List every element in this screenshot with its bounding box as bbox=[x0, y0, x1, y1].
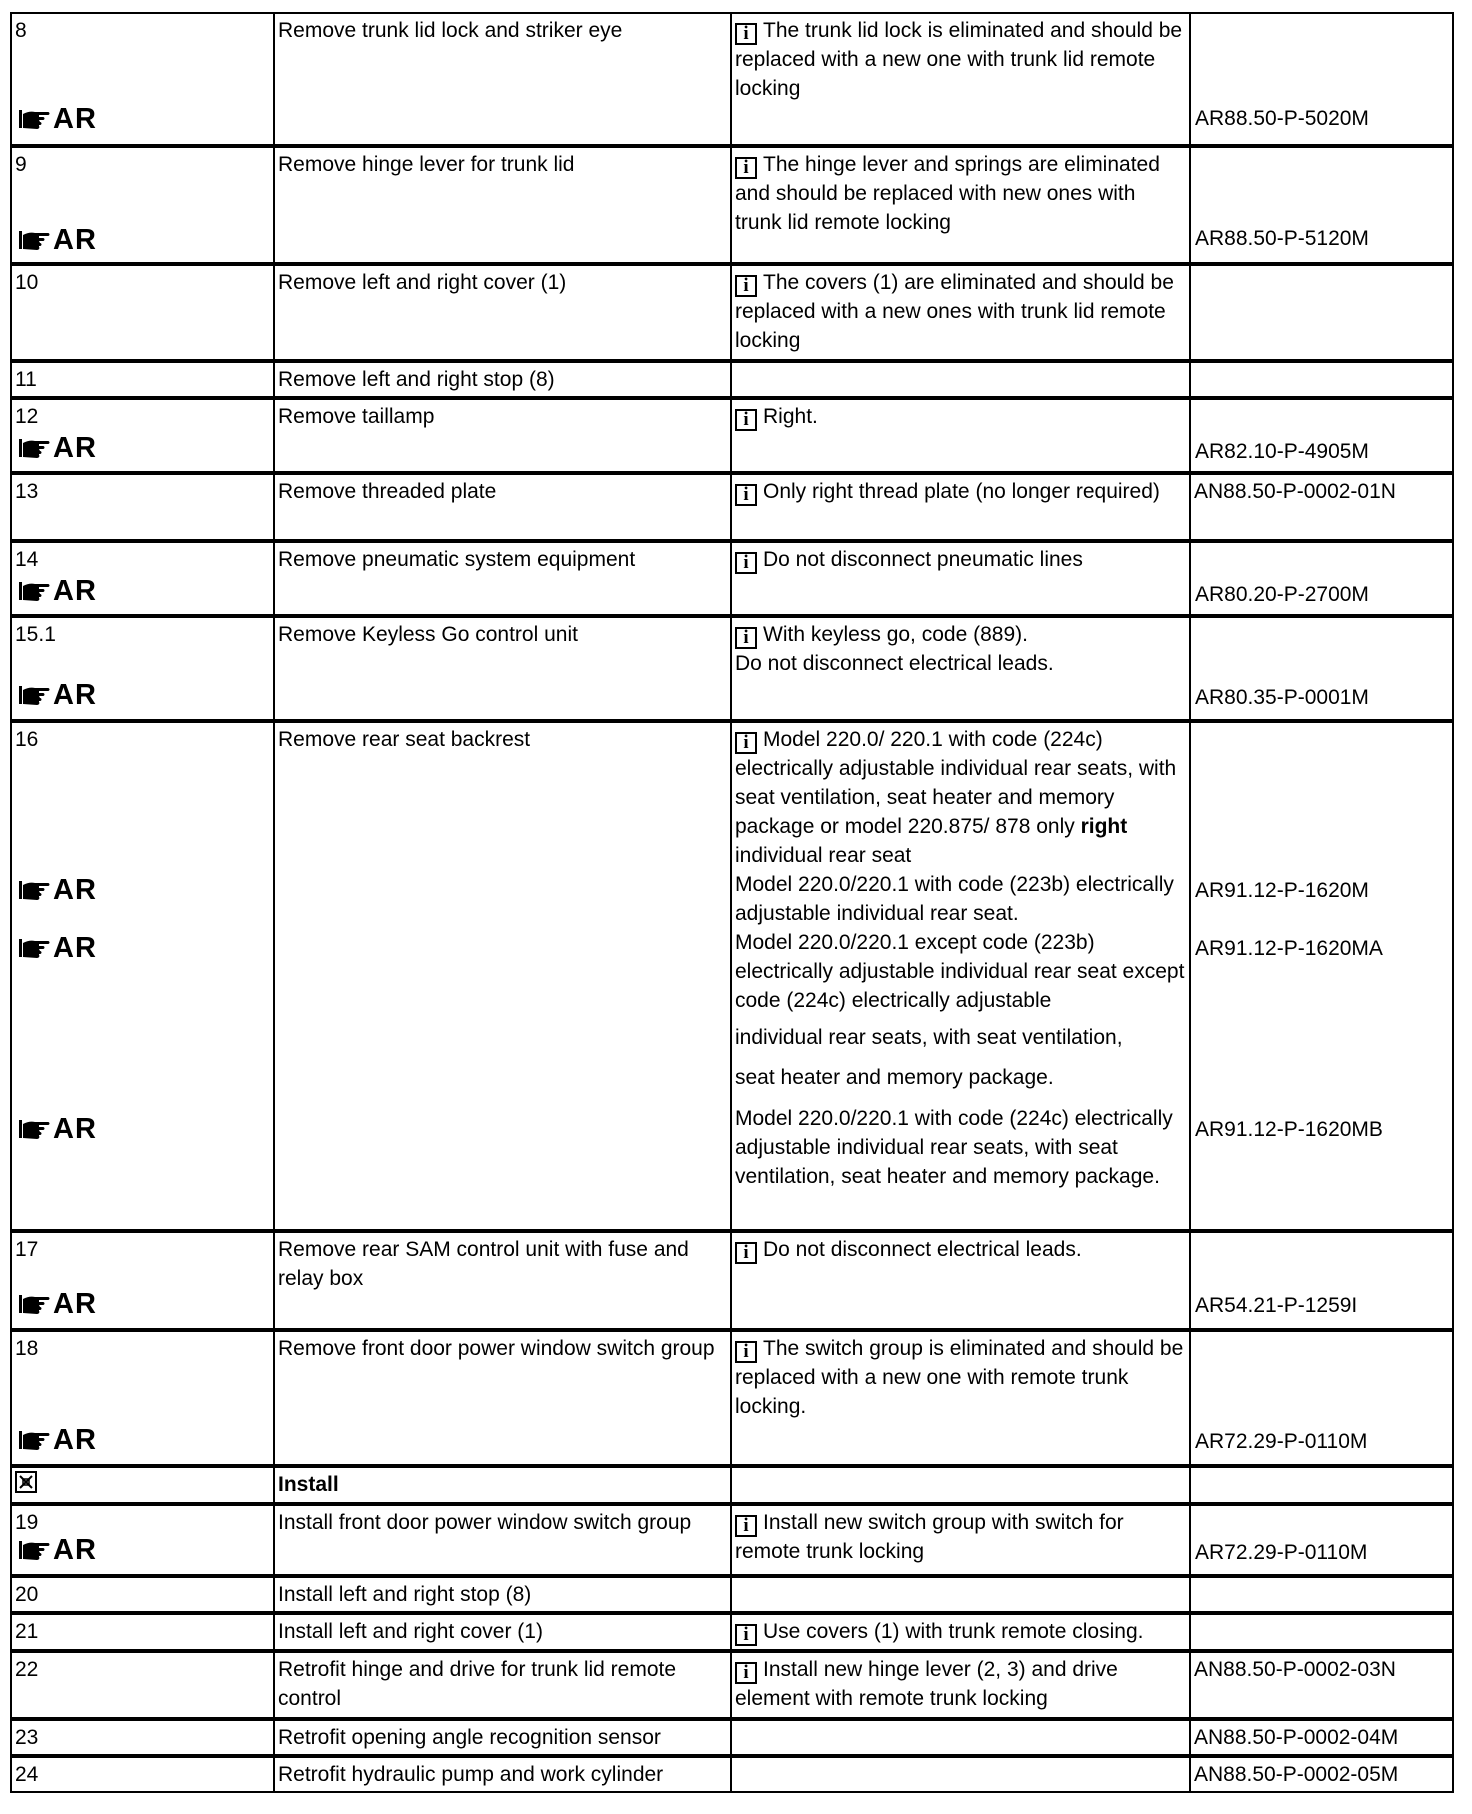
action-cell bbox=[274, 13, 731, 146]
step-number: 10 bbox=[15, 271, 39, 294]
table-row bbox=[11, 398, 1453, 473]
step-cell bbox=[11, 1756, 274, 1792]
step-number: 15.1 bbox=[15, 623, 56, 646]
pointing-hand-icon bbox=[17, 435, 51, 461]
ar-label: AR bbox=[53, 1534, 97, 1566]
ar-label: AR bbox=[53, 432, 97, 464]
note-cell bbox=[731, 1504, 1190, 1576]
step-number: 22 bbox=[15, 1658, 39, 1681]
note-cell bbox=[731, 1576, 1190, 1613]
ref-cell bbox=[1190, 1719, 1453, 1756]
step-cell bbox=[11, 1651, 274, 1719]
ar-link[interactable] bbox=[17, 1535, 97, 1565]
step-number: 11 bbox=[15, 368, 37, 391]
ref-cell bbox=[1190, 1651, 1453, 1719]
table-row bbox=[11, 1613, 1453, 1651]
table-row bbox=[11, 473, 1453, 541]
ref-link[interactable]: AR80.35-P-0001M bbox=[1195, 686, 1369, 709]
action-cell bbox=[274, 1651, 731, 1719]
info-icon: i bbox=[735, 409, 757, 431]
action-text: Remove pneumatic system equipment bbox=[278, 548, 636, 571]
ref-cell bbox=[1190, 1330, 1453, 1466]
note-text: Do not disconnect electrical leads. bbox=[763, 1238, 1082, 1261]
ar-label: AR bbox=[53, 575, 97, 607]
action-text: Remove rear SAM control unit with fuse and relay box bbox=[278, 1238, 689, 1290]
info-icon: i bbox=[735, 1624, 757, 1646]
table-row bbox=[11, 361, 1453, 398]
step-cell bbox=[11, 1330, 274, 1466]
ref-link[interactable]: AN88.50-P-0002-03N bbox=[1194, 1658, 1396, 1681]
step-number: 20 bbox=[15, 1583, 39, 1606]
action-cell bbox=[274, 1504, 731, 1576]
step-cell bbox=[11, 361, 274, 398]
ref-cell bbox=[1190, 264, 1453, 361]
action-cell bbox=[274, 361, 731, 398]
ref-link[interactable]: AR72.29-P-0110M bbox=[1195, 1430, 1368, 1453]
ref-link[interactable]: AR54.21-P-1259I bbox=[1195, 1294, 1358, 1317]
action-text: Install front door power window switch group bbox=[278, 1511, 692, 1534]
ar-label: AR bbox=[53, 1424, 97, 1456]
ar-link[interactable] bbox=[17, 1114, 97, 1144]
table-row bbox=[11, 721, 1453, 1231]
ref-link[interactable]: AR82.10-P-4905M bbox=[1195, 440, 1369, 463]
ar-link[interactable] bbox=[17, 1425, 97, 1455]
ref-link[interactable]: AN88.50-P-0002-01N bbox=[1194, 480, 1396, 503]
ref-cell bbox=[1190, 1613, 1453, 1651]
info-icon: i bbox=[735, 23, 757, 45]
note-cell bbox=[731, 13, 1190, 146]
step-cell bbox=[11, 1719, 274, 1756]
action-cell bbox=[274, 398, 731, 473]
ref-cell bbox=[1190, 361, 1453, 398]
ar-link[interactable] bbox=[17, 104, 97, 134]
ref-cell bbox=[1190, 1504, 1453, 1576]
ref-link[interactable]: AR88.50-P-5020M bbox=[1195, 107, 1369, 130]
step-number: 9 bbox=[15, 153, 27, 176]
ref-link[interactable]: AR72.29-P-0110M bbox=[1195, 1541, 1368, 1564]
ref-link[interactable]: AR91.12-P-1620M bbox=[1195, 879, 1369, 902]
note-cell bbox=[731, 1651, 1190, 1719]
note-cell bbox=[731, 264, 1190, 361]
note-text: individual rear seat bbox=[735, 844, 912, 867]
pointing-hand-icon bbox=[17, 877, 51, 903]
note-text: Do not disconnect pneumatic lines bbox=[763, 548, 1083, 571]
step-cell bbox=[11, 1466, 274, 1504]
ref-cell bbox=[1190, 1231, 1453, 1330]
step-cell bbox=[11, 398, 274, 473]
action-cell bbox=[274, 146, 731, 264]
note-cell bbox=[731, 1330, 1190, 1466]
action-cell bbox=[274, 616, 731, 721]
note-cell bbox=[731, 1756, 1190, 1792]
action-cell bbox=[274, 1756, 731, 1792]
table-row bbox=[11, 1504, 1453, 1576]
note-text: Right. bbox=[763, 405, 818, 428]
ref-cell bbox=[1190, 473, 1453, 541]
ref-cell bbox=[1190, 146, 1453, 264]
note-text: Model 220.0/220.1 except code (223b) electrically adjustable individual rear seat except code (224c) electrically adjustable bbox=[735, 931, 1185, 1012]
table-row bbox=[11, 1576, 1453, 1613]
action-text: Remove rear seat backrest bbox=[278, 728, 531, 751]
ar-label: AR bbox=[53, 874, 97, 906]
table-row bbox=[11, 13, 1453, 146]
step-number: 19 bbox=[15, 1511, 39, 1534]
table-row bbox=[11, 1330, 1453, 1466]
note-cell bbox=[731, 721, 1190, 1231]
note-text: Model 220.0/220.1 with code (223b) electrically adjustable individual rear seat. bbox=[735, 873, 1174, 925]
action-cell bbox=[274, 1330, 731, 1466]
table-row bbox=[11, 1651, 1453, 1719]
ar-label: AR bbox=[53, 1113, 97, 1145]
table-row bbox=[11, 264, 1453, 361]
note-cell bbox=[731, 1231, 1190, 1330]
ar-link[interactable] bbox=[17, 680, 97, 710]
action-cell bbox=[274, 1576, 731, 1613]
step-number: 14 bbox=[15, 548, 39, 571]
table-row bbox=[11, 541, 1453, 616]
info-icon: i bbox=[735, 1662, 757, 1684]
step-cell bbox=[11, 1613, 274, 1651]
action-text: Retrofit opening angle recognition sensor bbox=[278, 1726, 661, 1749]
note-text: individual rear seats, with seat ventilation, bbox=[735, 1026, 1123, 1049]
ref-cell bbox=[1190, 13, 1453, 146]
info-icon: i bbox=[735, 552, 757, 574]
step-cell bbox=[11, 721, 274, 1231]
ar-link[interactable] bbox=[17, 225, 97, 255]
action-cell bbox=[274, 1231, 731, 1330]
ref-link[interactable]: AR91.12-P-1620MB bbox=[1195, 1118, 1383, 1141]
ar-link[interactable] bbox=[17, 933, 97, 963]
ref-cell bbox=[1190, 541, 1453, 616]
action-text: Remove threaded plate bbox=[278, 480, 497, 503]
action-text: Remove left and right cover (1) bbox=[278, 271, 567, 294]
section-heading: Install bbox=[278, 1473, 339, 1496]
step-number: 8 bbox=[15, 19, 27, 42]
step-cell bbox=[11, 1231, 274, 1330]
info-icon: i bbox=[735, 732, 757, 754]
step-number: 13 bbox=[15, 480, 39, 503]
note-cell bbox=[731, 616, 1190, 721]
action-cell bbox=[274, 473, 731, 541]
note-text: The covers (1) are eliminated and should be replaced with a new ones with trunk lid remote locking bbox=[735, 271, 1174, 352]
note-text: The switch group is eliminated and should be replaced with a new one with remote trunk locking. bbox=[735, 1337, 1184, 1418]
step-cell bbox=[11, 13, 274, 146]
pointing-hand-icon bbox=[17, 1116, 51, 1142]
action-text: Remove Keyless Go control unit bbox=[278, 623, 578, 646]
action-text: Remove hinge lever for trunk lid bbox=[278, 153, 575, 176]
note-cell bbox=[731, 361, 1190, 398]
ref-link[interactable]: AR80.20-P-2700M bbox=[1195, 583, 1369, 606]
info-icon: i bbox=[735, 157, 757, 179]
ar-label: AR bbox=[53, 679, 97, 711]
pointing-hand-icon bbox=[17, 1427, 51, 1453]
action-text: Remove trunk lid lock and striker eye bbox=[278, 19, 623, 42]
note-text: Install new hinge lever (2, 3) and drive element with remote trunk locking bbox=[735, 1658, 1118, 1710]
table-row bbox=[11, 1756, 1453, 1792]
ref-link[interactable]: AR88.50-P-5120M bbox=[1195, 227, 1369, 250]
note-text: The hinge lever and springs are eliminated and should be replaced with new ones with trunk lid remote locking bbox=[735, 153, 1160, 234]
action-cell bbox=[274, 1719, 731, 1756]
note-text: With keyless go, code (889). bbox=[763, 623, 1028, 646]
action-text: Remove left and right stop (8) bbox=[278, 368, 555, 391]
note-cell bbox=[731, 1466, 1190, 1504]
step-cell bbox=[11, 473, 274, 541]
info-icon: i bbox=[735, 1515, 757, 1537]
note-text: The trunk lid lock is eliminated and should be replaced with a new one with trunk lid remote locking bbox=[735, 19, 1183, 100]
note-cell bbox=[731, 398, 1190, 473]
step-number: 24 bbox=[15, 1763, 39, 1786]
note-text: seat heater and memory package. bbox=[735, 1066, 1054, 1089]
pointing-hand-icon bbox=[17, 682, 51, 708]
action-text: Remove taillamp bbox=[278, 405, 435, 428]
note-cell bbox=[731, 1613, 1190, 1651]
action-cell bbox=[274, 541, 731, 616]
step-cell bbox=[11, 1504, 274, 1576]
info-icon: i bbox=[735, 1242, 757, 1264]
ar-link[interactable] bbox=[17, 875, 97, 905]
note-emphasis: right bbox=[1080, 815, 1128, 838]
action-cell bbox=[274, 264, 731, 361]
note-cell bbox=[731, 473, 1190, 541]
ref-cell bbox=[1190, 1576, 1453, 1613]
pointing-hand-icon bbox=[17, 106, 51, 132]
note-cell bbox=[731, 1719, 1190, 1756]
note-text: Install new switch group with switch for remote trunk locking bbox=[735, 1511, 1124, 1563]
table-row bbox=[11, 1719, 1453, 1756]
action-text: Retrofit hinge and drive for trunk lid remote control bbox=[278, 1658, 677, 1710]
note-text: Model 220.0/220.1 with code (224c) electrically adjustable individual rear seats, with seat ventilation, seat heater and memory package. bbox=[735, 1107, 1173, 1188]
table-row bbox=[11, 1231, 1453, 1330]
step-number: 16 bbox=[15, 728, 39, 751]
action-cell bbox=[274, 721, 731, 1231]
ref-cell bbox=[1190, 398, 1453, 473]
ar-label: AR bbox=[53, 932, 97, 964]
step-cell bbox=[11, 146, 274, 264]
ref-cell bbox=[1190, 616, 1453, 721]
step-number: 21 bbox=[15, 1620, 39, 1643]
pointing-hand-icon bbox=[17, 1537, 51, 1563]
table-row bbox=[11, 146, 1453, 264]
step-cell bbox=[11, 541, 274, 616]
step-number: 18 bbox=[15, 1337, 39, 1360]
note-cell bbox=[731, 146, 1190, 264]
note-text: Only right thread plate (no longer required) bbox=[763, 480, 1160, 503]
ref-link[interactable]: AN88.50-P-0002-04M bbox=[1194, 1726, 1399, 1749]
action-cell bbox=[274, 1466, 731, 1504]
ar-label: AR bbox=[53, 224, 97, 256]
note-text: Use covers (1) with trunk remote closing. bbox=[763, 1620, 1144, 1643]
ar-link[interactable] bbox=[17, 576, 97, 606]
ar-label: AR bbox=[53, 103, 97, 135]
ref-link[interactable]: AR91.12-P-1620MA bbox=[1195, 937, 1383, 960]
ref-cell bbox=[1190, 721, 1453, 1231]
ar-link[interactable] bbox=[17, 433, 97, 463]
info-icon: i bbox=[735, 627, 757, 649]
install-icon bbox=[15, 1471, 37, 1493]
pointing-hand-icon bbox=[17, 1291, 51, 1317]
pointing-hand-icon bbox=[17, 578, 51, 604]
step-cell bbox=[11, 1576, 274, 1613]
table-row bbox=[11, 1466, 1453, 1504]
action-text: Remove front door power window switch group bbox=[278, 1337, 715, 1360]
step-number: 17 bbox=[15, 1238, 39, 1261]
work-instructions-table bbox=[10, 12, 1454, 1793]
table-row bbox=[11, 616, 1453, 721]
ar-link[interactable] bbox=[17, 1289, 97, 1319]
info-icon: i bbox=[735, 1341, 757, 1363]
step-number: 23 bbox=[15, 1726, 39, 1749]
ref-cell bbox=[1190, 1466, 1453, 1504]
step-cell bbox=[11, 616, 274, 721]
pointing-hand-icon bbox=[17, 227, 51, 253]
action-text: Retrofit hydraulic pump and work cylinder bbox=[278, 1763, 664, 1786]
step-cell bbox=[11, 264, 274, 361]
step-number: 12 bbox=[15, 405, 39, 428]
action-text: Install left and right cover (1) bbox=[278, 1620, 543, 1643]
note-cell bbox=[731, 541, 1190, 616]
info-icon: i bbox=[735, 484, 757, 506]
info-icon: i bbox=[735, 275, 757, 297]
ref-cell bbox=[1190, 1756, 1453, 1792]
pointing-hand-icon bbox=[17, 935, 51, 961]
note-text-2: Do not disconnect electrical leads. bbox=[735, 652, 1054, 675]
action-text: Install left and right stop (8) bbox=[278, 1583, 532, 1606]
ref-link[interactable]: AN88.50-P-0002-05M bbox=[1194, 1763, 1399, 1786]
action-cell bbox=[274, 1613, 731, 1651]
ar-label: AR bbox=[53, 1288, 97, 1320]
note-text: Model 220.0/ 220.1 with code (224c) electrically adjustable individual rear seats, with seat ventilation, seat heater and memory package or model 220.875/ 878 only bbox=[735, 728, 1177, 838]
